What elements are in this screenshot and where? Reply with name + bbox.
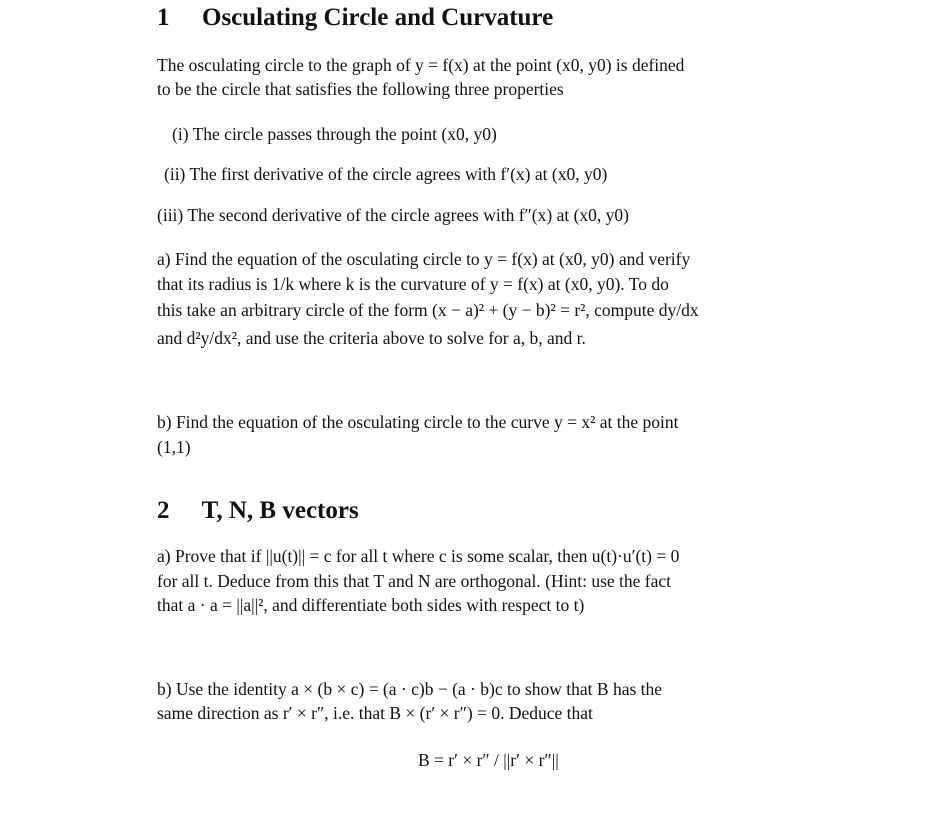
section-1-number: 1 xyxy=(157,4,170,31)
s1-part-a-line-2: that its radius is 1/k where k is the curvature of y = f(x) at (x0, y0). To do xyxy=(157,274,669,294)
list-item-iii: (iii) The second derivative of the circle agrees with f″(x) at (x0, y0) xyxy=(157,205,629,225)
section-2-number: 2 xyxy=(157,497,170,524)
s2-part-b-line-1: b) Use the identity a × (b × c) = (a · c)b − (a · b)c to show that B has the xyxy=(157,679,663,699)
section-1-heading xyxy=(157,4,553,32)
s1-part-b-line-2: (1,1) xyxy=(157,437,191,457)
intro-line-1: The osculating circle to the graph of y = f(x) at the point (x0, y0) is defined xyxy=(157,55,685,75)
s2-part-b-line-2: same direction as r′ × r″, i.e. that B × (r′ × r″) = 0. Deduce that xyxy=(157,703,593,723)
s2-part-a-line-1: a) Prove that if ||u(t)|| = c for all t where c is some scalar, then u(t)·u′(t) = 0 xyxy=(157,546,680,566)
s1-part-a-line-1: a) Find the equation of the osculating circle to y = f(x) at (x0, y0) and verify xyxy=(157,249,691,269)
intro-line-2: to be the circle that satisfies the following three properties xyxy=(157,79,564,99)
display-equation-b: B = r′ × r″ / ||r′ × r″|| xyxy=(418,750,559,770)
s1-part-b-line-1: b) Find the equation of the osculating circle to the curve y = x² at the point xyxy=(157,412,679,432)
s2-part-a-line-3: that a · a = ||a||², and differentiate both sides with respect to t) xyxy=(157,595,585,615)
list-item-ii: (ii) The first derivative of the circle agrees with f′(x) at (x0, y0) xyxy=(164,164,608,184)
section-1-title: Osculating Circle and Curvature xyxy=(202,4,554,31)
s2-part-a-line-2: for all t. Deduce from this that T and N are orthogonal. (Hint: use the fact xyxy=(157,571,671,591)
section-2-title: T, N, B vectors xyxy=(201,497,359,524)
section-2-heading xyxy=(157,497,359,525)
list-item-i: (i) The circle passes through the point (x0, y0) xyxy=(172,124,497,144)
s1-part-a-line-4: and d²y/dx², and use the criteria above to solve for a, b, and r. xyxy=(157,328,586,348)
s1-part-a-line-3: this take an arbitrary circle of the form (x − a)² + (y − b)² = r², compute dy/dx xyxy=(157,300,699,320)
